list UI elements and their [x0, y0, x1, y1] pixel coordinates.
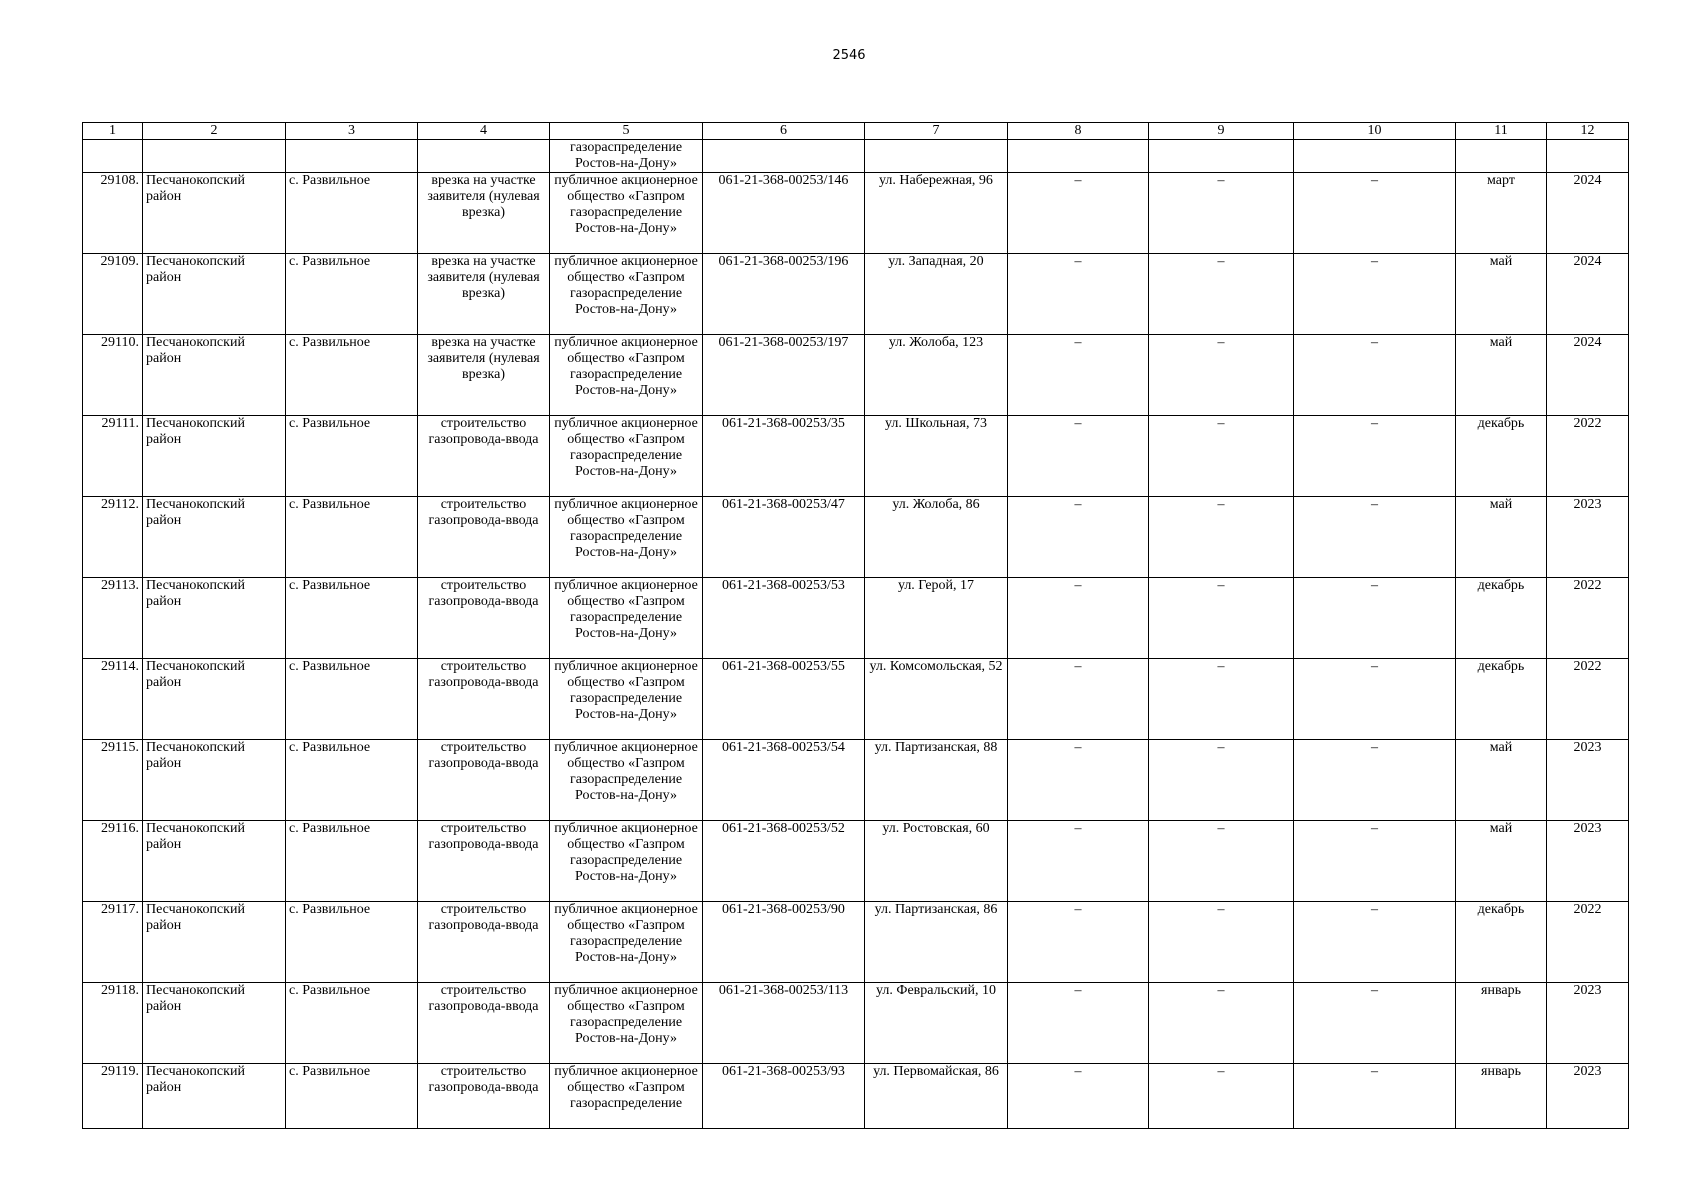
header-cell: 3: [286, 123, 418, 140]
table-row: [83, 578, 1629, 659]
year-cell: 2024: [1547, 335, 1629, 416]
col9-cell: –: [1149, 173, 1294, 254]
address-cell: ул. Жолоба, 123: [865, 335, 1008, 416]
work-type-cell: строительство газопровода-ввода: [418, 578, 550, 659]
col8-cell: –: [1008, 173, 1149, 254]
month-cell: декабрь: [1456, 578, 1547, 659]
address-cell: ул. Жолоба, 86: [865, 497, 1008, 578]
col9-cell: –: [1149, 416, 1294, 497]
year-cell: 2023: [1547, 1064, 1629, 1129]
work-type-cell: строительство газопровода-ввода: [418, 659, 550, 740]
work-type-cell: врезка на участке заявителя (нулевая врезка): [418, 173, 550, 254]
object-code-cell: 061-21-368-00253/197: [703, 335, 865, 416]
row-number-cell: 29119.: [83, 1064, 143, 1129]
col8-cell: –: [1008, 902, 1149, 983]
work-type-cell: строительство газопровода-ввода: [418, 740, 550, 821]
org-cell: публичное акционерное общество «Газпром газораспределение Ростов-на-Дону»: [550, 821, 703, 902]
col10-cell: –: [1294, 902, 1456, 983]
settlement-cell: с. Развильное: [286, 1064, 418, 1129]
year-cell: 2023: [1547, 740, 1629, 821]
row-number-cell: 29109.: [83, 254, 143, 335]
col10-cell: –: [1294, 578, 1456, 659]
settlement-cell: с. Развильное: [286, 254, 418, 335]
address-cell: ул. Партизанская, 86: [865, 902, 1008, 983]
org-cell: публичное акционерное общество «Газпром газораспределение Ростов-на-Дону»: [550, 740, 703, 821]
org-cell: публичное акционерное общество «Газпром газораспределение Ростов-на-Дону»: [550, 416, 703, 497]
row-number-cell: 29110.: [83, 335, 143, 416]
org-cell: публичное акционерное общество «Газпром газораспределение Ростов-на-Дону»: [550, 902, 703, 983]
header-cell: 12: [1547, 123, 1629, 140]
table-row: [83, 416, 1629, 497]
col8-cell: –: [1008, 254, 1149, 335]
settlement-cell: с. Развильное: [286, 983, 418, 1064]
work-type-cell: строительство газопровода-ввода: [418, 821, 550, 902]
org-cell: публичное акционерное общество «Газпром газораспределение Ростов-на-Дону»: [550, 254, 703, 335]
header-cell: 5: [550, 123, 703, 140]
month-cell: декабрь: [1456, 659, 1547, 740]
col10-cell: –: [1294, 1064, 1456, 1129]
month-cell: январь: [1456, 1064, 1547, 1129]
month-cell: декабрь: [1456, 416, 1547, 497]
address-cell: ул. Набережная, 96: [865, 173, 1008, 254]
row-number-cell: 29118.: [83, 983, 143, 1064]
continued-row: [83, 140, 1629, 173]
year-cell: 2024: [1547, 254, 1629, 335]
org-cell: публичное акционерное общество «Газпром газораспределение: [550, 1064, 703, 1129]
row-number-cell: 29114.: [83, 659, 143, 740]
address-cell: ул. Западная, 20: [865, 254, 1008, 335]
col9-cell: –: [1149, 254, 1294, 335]
table-row: [83, 254, 1629, 335]
org-cell: публичное акционерное общество «Газпром газораспределение Ростов-на-Дону»: [550, 173, 703, 254]
row-number-cell: 29108.: [83, 173, 143, 254]
row-number-cell: 29117.: [83, 902, 143, 983]
year-cell: 2023: [1547, 983, 1629, 1064]
district-cell: Песчанокопский район: [143, 173, 286, 254]
col8-cell: –: [1008, 335, 1149, 416]
year-cell: 2023: [1547, 497, 1629, 578]
object-code-cell: 061-21-368-00253/53: [703, 578, 865, 659]
org-cell: газораспределение Ростов-на-Дону»: [550, 140, 703, 173]
work-type-cell: строительство газопровода-ввода: [418, 416, 550, 497]
work-type-cell: строительство газопровода-ввода: [418, 497, 550, 578]
month-cell: март: [1456, 173, 1547, 254]
object-code-cell: 061-21-368-00253/35: [703, 416, 865, 497]
col8-cell: –: [1008, 578, 1149, 659]
registry-table: [82, 122, 1629, 1129]
row-number-cell: 29113.: [83, 578, 143, 659]
district-cell: Песчанокопский район: [143, 902, 286, 983]
col10-cell: –: [1294, 254, 1456, 335]
col8-cell: –: [1008, 416, 1149, 497]
work-type-cell: врезка на участке заявителя (нулевая врезка): [418, 254, 550, 335]
header-cell: 1: [83, 123, 143, 140]
header-cell: 6: [703, 123, 865, 140]
settlement-cell: с. Развильное: [286, 902, 418, 983]
settlement-cell: с. Развильное: [286, 821, 418, 902]
year-cell: 2022: [1547, 659, 1629, 740]
col9-cell: –: [1149, 335, 1294, 416]
district-cell: Песчанокопский район: [143, 821, 286, 902]
address-cell: ул. Первомайская, 86: [865, 1064, 1008, 1129]
district-cell: Песчанокопский район: [143, 983, 286, 1064]
district-cell: Песчанокопский район: [143, 335, 286, 416]
table-row: [83, 659, 1629, 740]
page-number: 2546: [832, 48, 866, 63]
col10-cell: –: [1294, 821, 1456, 902]
object-code-cell: 061-21-368-00253/146: [703, 173, 865, 254]
col9-cell: –: [1149, 659, 1294, 740]
col9-cell: –: [1149, 578, 1294, 659]
address-cell: ул. Школьная, 73: [865, 416, 1008, 497]
col10-cell: –: [1294, 983, 1456, 1064]
row-number-cell: 29116.: [83, 821, 143, 902]
header-row: [83, 123, 1629, 140]
col9-cell: –: [1149, 1064, 1294, 1129]
settlement-cell: с. Развильное: [286, 740, 418, 821]
district-cell: Песчанокопский район: [143, 254, 286, 335]
year-cell: 2024: [1547, 173, 1629, 254]
year-cell: 2022: [1547, 578, 1629, 659]
district-cell: Песчанокопский район: [143, 740, 286, 821]
month-cell: май: [1456, 335, 1547, 416]
work-type-cell: строительство газопровода-ввода: [418, 1064, 550, 1129]
col10-cell: –: [1294, 497, 1456, 578]
col9-cell: –: [1149, 497, 1294, 578]
month-cell: май: [1456, 254, 1547, 335]
header-cell: 4: [418, 123, 550, 140]
row-number-cell: 29111.: [83, 416, 143, 497]
col8-cell: –: [1008, 659, 1149, 740]
settlement-cell: с. Развильное: [286, 578, 418, 659]
address-cell: ул. Февральский, 10: [865, 983, 1008, 1064]
col10-cell: –: [1294, 335, 1456, 416]
col8-cell: –: [1008, 983, 1149, 1064]
object-code-cell: 061-21-368-00253/55: [703, 659, 865, 740]
org-cell: публичное акционерное общество «Газпром газораспределение Ростов-на-Дону»: [550, 497, 703, 578]
settlement-cell: с. Развильное: [286, 416, 418, 497]
district-cell: Песчанокопский район: [143, 416, 286, 497]
work-type-cell: строительство газопровода-ввода: [418, 902, 550, 983]
org-cell: публичное акционерное общество «Газпром газораспределение Ростов-на-Дону»: [550, 659, 703, 740]
work-type-cell: врезка на участке заявителя (нулевая врезка): [418, 335, 550, 416]
col10-cell: –: [1294, 659, 1456, 740]
col8-cell: –: [1008, 497, 1149, 578]
table-row: [83, 902, 1629, 983]
district-cell: Песчанокопский район: [143, 578, 286, 659]
month-cell: декабрь: [1456, 902, 1547, 983]
col10-cell: –: [1294, 740, 1456, 821]
district-cell: Песчанокопский район: [143, 1064, 286, 1129]
object-code-cell: 061-21-368-00253/47: [703, 497, 865, 578]
table-row: [83, 740, 1629, 821]
object-code-cell: 061-21-368-00253/52: [703, 821, 865, 902]
year-cell: 2022: [1547, 416, 1629, 497]
header-cell: 11: [1456, 123, 1547, 140]
month-cell: январь: [1456, 983, 1547, 1064]
col9-cell: –: [1149, 983, 1294, 1064]
header-cell: 8: [1008, 123, 1149, 140]
header-cell: 7: [865, 123, 1008, 140]
table-row: [83, 497, 1629, 578]
table-row: [83, 983, 1629, 1064]
row-number-cell: 29115.: [83, 740, 143, 821]
district-cell: Песчанокопский район: [143, 497, 286, 578]
org-cell: публичное акционерное общество «Газпром газораспределение Ростов-на-Дону»: [550, 578, 703, 659]
col9-cell: –: [1149, 740, 1294, 821]
month-cell: май: [1456, 740, 1547, 821]
address-cell: ул. Партизанская, 88: [865, 740, 1008, 821]
table-row: [83, 821, 1629, 902]
work-type-cell: строительство газопровода-ввода: [418, 983, 550, 1064]
month-cell: май: [1456, 497, 1547, 578]
settlement-cell: с. Развильное: [286, 173, 418, 254]
col10-cell: –: [1294, 416, 1456, 497]
settlement-cell: с. Развильное: [286, 335, 418, 416]
district-cell: Песчанокопский район: [143, 659, 286, 740]
col9-cell: –: [1149, 821, 1294, 902]
settlement-cell: с. Развильное: [286, 497, 418, 578]
year-cell: 2022: [1547, 902, 1629, 983]
object-code-cell: 061-21-368-00253/93: [703, 1064, 865, 1129]
col9-cell: –: [1149, 902, 1294, 983]
object-code-cell: 061-21-368-00253/196: [703, 254, 865, 335]
table-row: [83, 1064, 1629, 1129]
address-cell: ул. Комсомольская, 52: [865, 659, 1008, 740]
org-cell: публичное акционерное общество «Газпром газораспределение Ростов-на-Дону»: [550, 983, 703, 1064]
col10-cell: –: [1294, 173, 1456, 254]
table-row: [83, 335, 1629, 416]
settlement-cell: с. Развильное: [286, 659, 418, 740]
month-cell: май: [1456, 821, 1547, 902]
object-code-cell: 061-21-368-00253/90: [703, 902, 865, 983]
col8-cell: –: [1008, 1064, 1149, 1129]
object-code-cell: 061-21-368-00253/54: [703, 740, 865, 821]
col8-cell: –: [1008, 821, 1149, 902]
row-number-cell: 29112.: [83, 497, 143, 578]
year-cell: 2023: [1547, 821, 1629, 902]
header-cell: 2: [143, 123, 286, 140]
header-cell: 10: [1294, 123, 1456, 140]
col8-cell: –: [1008, 740, 1149, 821]
address-cell: ул. Герой, 17: [865, 578, 1008, 659]
org-cell: публичное акционерное общество «Газпром газораспределение Ростов-на-Дону»: [550, 335, 703, 416]
address-cell: ул. Ростовская, 60: [865, 821, 1008, 902]
header-cell: 9: [1149, 123, 1294, 140]
object-code-cell: 061-21-368-00253/113: [703, 983, 865, 1064]
table-row: [83, 173, 1629, 254]
